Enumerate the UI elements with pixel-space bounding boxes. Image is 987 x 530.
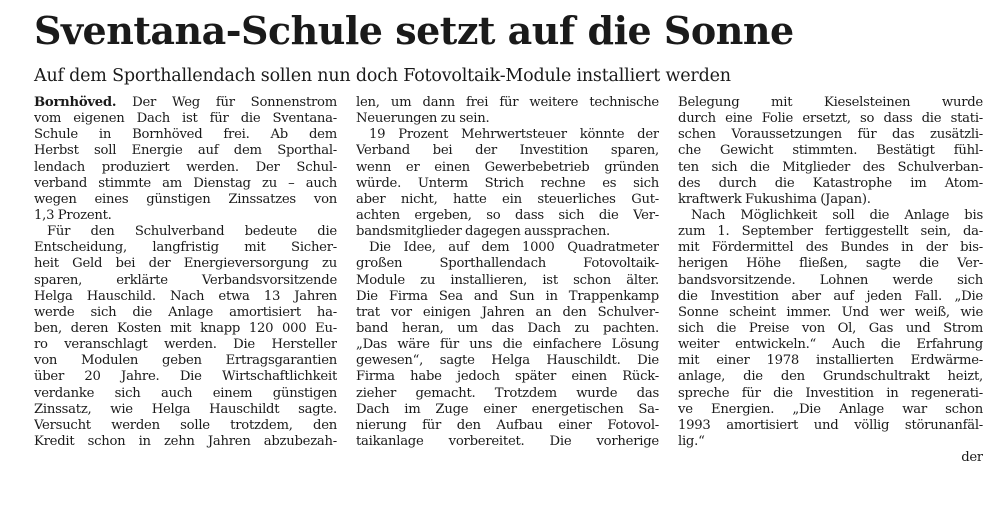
text-line: mit einer 1978 installierten Erdwärme- <box>678 353 983 369</box>
text-line: von Modulen geben Ertragsgarantien <box>34 353 337 369</box>
text-line: Neuerungen zu sein. <box>356 111 490 127</box>
text-line: 1993 amortisiert und völlig störunanfäl- <box>678 417 983 433</box>
text-line: weiter entwickeln.“ Auch die Erfahrung <box>678 337 983 353</box>
text-line: bandsmitglieder dagegen aussprachen. <box>356 224 611 240</box>
text-line: Bornhöved. Der Weg für Sonnenstrom <box>34 95 337 110</box>
text-line: vom eigenen Dach ist für die Sventana- <box>34 111 337 127</box>
text-line: len, um dann frei für weitere technische <box>356 95 659 110</box>
text-line: des durch die Katastrophe im Atom- <box>678 175 983 191</box>
text-line: der <box>961 450 983 466</box>
text-line: anlage, die den Grundschultrakt heizt, <box>678 369 983 385</box>
text-line: verdanke sich auch einem günstigen <box>34 385 337 401</box>
text-line: Zinssatz, wie Helga Hauschildt sagte. <box>34 401 337 417</box>
text-line: „Das wäre für uns die einfachere Lösung <box>356 337 659 353</box>
text-line: heit Geld bei der Energieversorgung zu <box>34 256 337 272</box>
article-column-2 <box>356 95 659 530</box>
text-line: lig.“ <box>678 433 705 449</box>
text-line: zieher gemacht. Trotzdem wurde das <box>356 385 659 401</box>
text-line: Entscheidung, langfristig mit Sicher- <box>34 240 337 256</box>
text-line: ro veranschlagt werden. Die Hersteller <box>34 337 337 353</box>
text-line: Die Idee, auf dem 1000 Quadratmeter <box>369 240 659 256</box>
text-line: durch eine Folie ersetzt, so dass die stati- <box>678 111 983 127</box>
article-column-1 <box>34 95 337 530</box>
text-line: 19 Prozent Mehrwertsteuer könnte der <box>369 127 659 143</box>
text-line: Sonne scheint immer. Und wer weiß, wie <box>678 304 983 320</box>
text-line: über 20 Jahre. Die Wirtschaftlichkeit <box>34 369 337 385</box>
text-line: herigen Höhe fließen, sagte die Ver- <box>678 256 983 272</box>
text-line: schen Voraussetzungen für das zusätzli- <box>678 127 983 143</box>
text-line: che Gewicht stimmten. Bestätigt fühl- <box>678 143 983 159</box>
text-line: lendach produziert werden. Der Schul- <box>34 159 337 175</box>
text-line: Herbst soll Energie auf dem Sporthal- <box>34 143 337 159</box>
text-line: trat vor einigen Jahren an den Schulver- <box>356 304 659 320</box>
article-headline: Sventana-Schule setzt auf die Sonne <box>34 8 794 53</box>
text-line: Helga Hauschild. Nach etwa 13 Jahren <box>34 288 337 304</box>
text-line: ben, deren Kosten mit knapp 120 000 Eu- <box>34 320 337 336</box>
text-line: werde sich die Anlage amortisiert ha- <box>34 304 337 320</box>
text-line: würde. Unterm Strich rechne es sich <box>356 175 659 191</box>
text-line: ve Energien. „Die Anlage war schon <box>678 401 983 417</box>
text-line: 1,3 Prozent. <box>34 207 112 223</box>
text-line: sparen, erklärte Verbandsvorsitzende <box>34 272 337 288</box>
text-line: Kredit schon in zehn Jahren abzubezah- <box>34 433 337 449</box>
text-line: gewesen“, sagte Helga Hauschildt. Die <box>356 353 659 369</box>
text-line: Nach Möglichkeit soll die Anlage bis <box>691 207 983 223</box>
text-line: Firma habe jedoch später einen Rück- <box>356 369 659 385</box>
text-line: Module zu installieren, ist schon älter. <box>356 272 659 288</box>
text-line: wegen eines günstigen Zinssatzes von <box>34 191 337 207</box>
text-line: wenn er einen Gewerbebetrieb gründen <box>356 159 659 175</box>
text-line: zum 1. September fertiggestellt sein, da- <box>678 224 983 240</box>
text-line: verband stimmte am Dienstag zu – auch <box>34 175 337 191</box>
text-line: Die Firma Sea and Sun in Trappenkamp <box>356 288 659 304</box>
text-line: Versucht werden solle trotzdem, den <box>34 417 337 433</box>
article-subheadline: Auf dem Sporthallendach sollen nun doch Fotovoltaik-Module installiert werden <box>34 66 731 86</box>
text-line: großen Sporthallendach Fotovoltaik- <box>356 256 659 272</box>
text-line: ten sich die Mitglieder des Schulverban- <box>678 159 983 175</box>
text-line: achten ergeben, so dass sich die Ver- <box>356 207 659 223</box>
text-line: Schule in Bornhöved frei. Ab dem <box>34 127 337 143</box>
text-line: Verband bei der Investition sparen, <box>356 143 659 159</box>
text-line: mit Fördermittel des Bundes in der bis- <box>678 240 983 256</box>
text-line: bandsvorsitzende. Lohnen werde sich <box>678 272 983 288</box>
text-line: Für den Schulverband bedeute die <box>47 224 337 240</box>
text-line: Dach im Zuge einer energetischen Sa- <box>356 401 659 417</box>
article-dateline: Bornhöved. <box>34 95 117 110</box>
text-line: taikanlage vorbereitet. Die vorherige <box>356 433 659 449</box>
text-line: band heran, um das Dach zu pachten. <box>356 320 659 336</box>
text-line: nierung für den Aufbau einer Fotovol- <box>356 417 659 433</box>
article-column-3 <box>678 95 983 530</box>
text-line: spreche für die Investition in regenerati- <box>678 385 983 401</box>
text-line: sich die Preise von Öl, Gas und Strom <box>678 320 983 336</box>
text-line: die Investition aber auf jeden Fall. „Die <box>678 288 983 304</box>
text-line: kraftwerk Fukushima (Japan). <box>678 191 871 207</box>
text-line: Belegung mit Kieselsteinen wurde <box>678 95 983 110</box>
text-line: aber nicht, hatte ein steuerliches Gut- <box>356 191 659 207</box>
